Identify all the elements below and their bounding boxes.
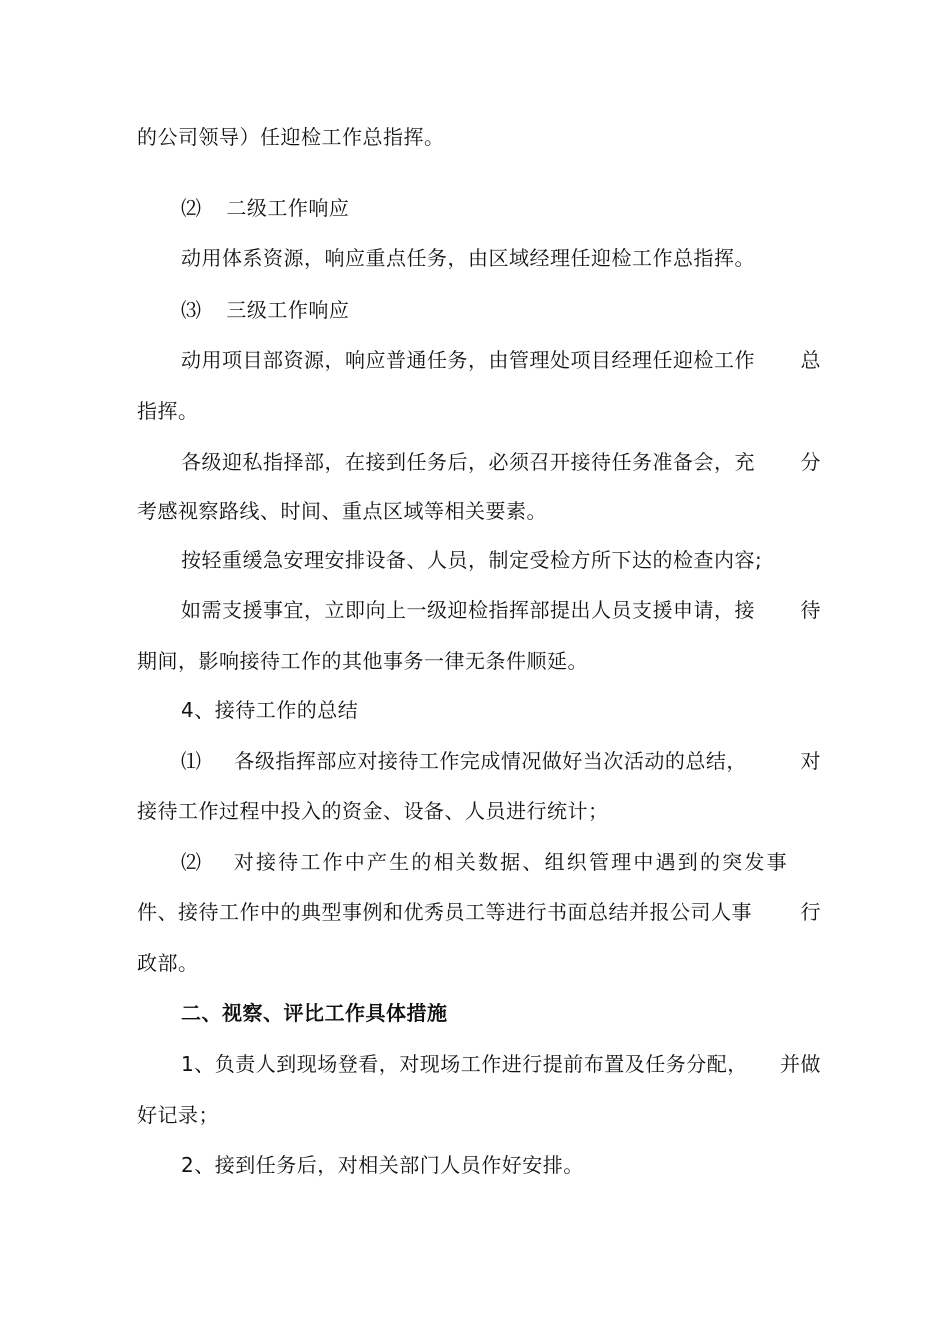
list-number: ⑵	[181, 850, 204, 874]
paragraph-line: 的公司领导）任迎检工作总指挥。	[137, 125, 445, 149]
paragraph-line	[137, 898, 821, 926]
section-subheading: 4、接待工作的总结	[181, 698, 359, 722]
paragraph-line-text: 1、负责人到现场登看，对现场工作进行提前布置及任务分配，	[181, 1052, 748, 1076]
paragraph-line: 按轻重缓急安理安排设备、人员，制定受检方所下达的检查内容;	[181, 548, 763, 572]
list-heading-text: 三级工作响应	[226, 298, 350, 322]
paragraph-line: 考感视察路线、时间、重点区域等相关要素。	[137, 499, 547, 523]
list-item-body: 对接待工作中产生的相关数据、组织管理中遇到的突发事	[233, 850, 789, 874]
paragraph-line-text: 如需支援事宜，立即向上一级迎检指挥部提出人员支援申请，接	[181, 598, 755, 622]
list-heading	[181, 194, 349, 222]
paragraph-line-tail: 对	[800, 749, 821, 773]
list-item	[181, 747, 821, 775]
paragraph-line	[181, 1050, 821, 1078]
paragraph-line: 期间，影响接待工作的其他事务一律无条件顺延。	[137, 649, 588, 673]
paragraph-line-text: 动用项目部资源，响应普通任务，由管理处项目经理任迎检工作	[181, 348, 755, 372]
section-heading: 二、视察、评比工作具体措施	[181, 1001, 448, 1025]
paragraph-line: 接待工作过程中投入的资金、设备、人员进行统计；	[137, 799, 609, 823]
paragraph-line-tail: 并做	[780, 1052, 821, 1076]
list-item	[181, 848, 789, 876]
list-number: ⑴	[181, 749, 202, 773]
list-heading-text: 二级工作响应	[226, 196, 350, 220]
paragraph-line	[181, 596, 821, 624]
list-number: ⑵	[181, 196, 202, 220]
list-item-text	[181, 747, 747, 775]
paragraph-line-text: 件、接待工作中的典型事例和优秀员工等进行书面总结并报公司人事	[137, 900, 752, 924]
paragraph-line-tail: 行	[800, 900, 821, 924]
paragraph-line: 指挥。	[137, 399, 199, 423]
paragraph-line	[181, 448, 821, 476]
paragraph-line-tail: 总	[800, 348, 821, 372]
paragraph-line: 好记录；	[137, 1103, 219, 1127]
paragraph-line: 2、接到任务后，对相关部门人员作好安排。	[181, 1153, 584, 1177]
paragraph-line-tail: 分	[800, 450, 821, 474]
paragraph-line	[181, 346, 821, 374]
list-item-body: 各级指挥部应对接待工作完成情况做好当次活动的总结，	[234, 749, 747, 773]
list-number: ⑶	[181, 298, 202, 322]
paragraph-line-tail: 待	[800, 598, 821, 622]
list-heading	[181, 296, 349, 324]
paragraph-line-text: 各级迎私指择部，在接到任务后，必须召开接待任务准备会，充	[181, 450, 755, 474]
paragraph-line: 动用体系资源，响应重点任务，由区域经理任迎检工作总指挥。	[181, 246, 755, 270]
paragraph-line: 政部。	[137, 951, 199, 975]
